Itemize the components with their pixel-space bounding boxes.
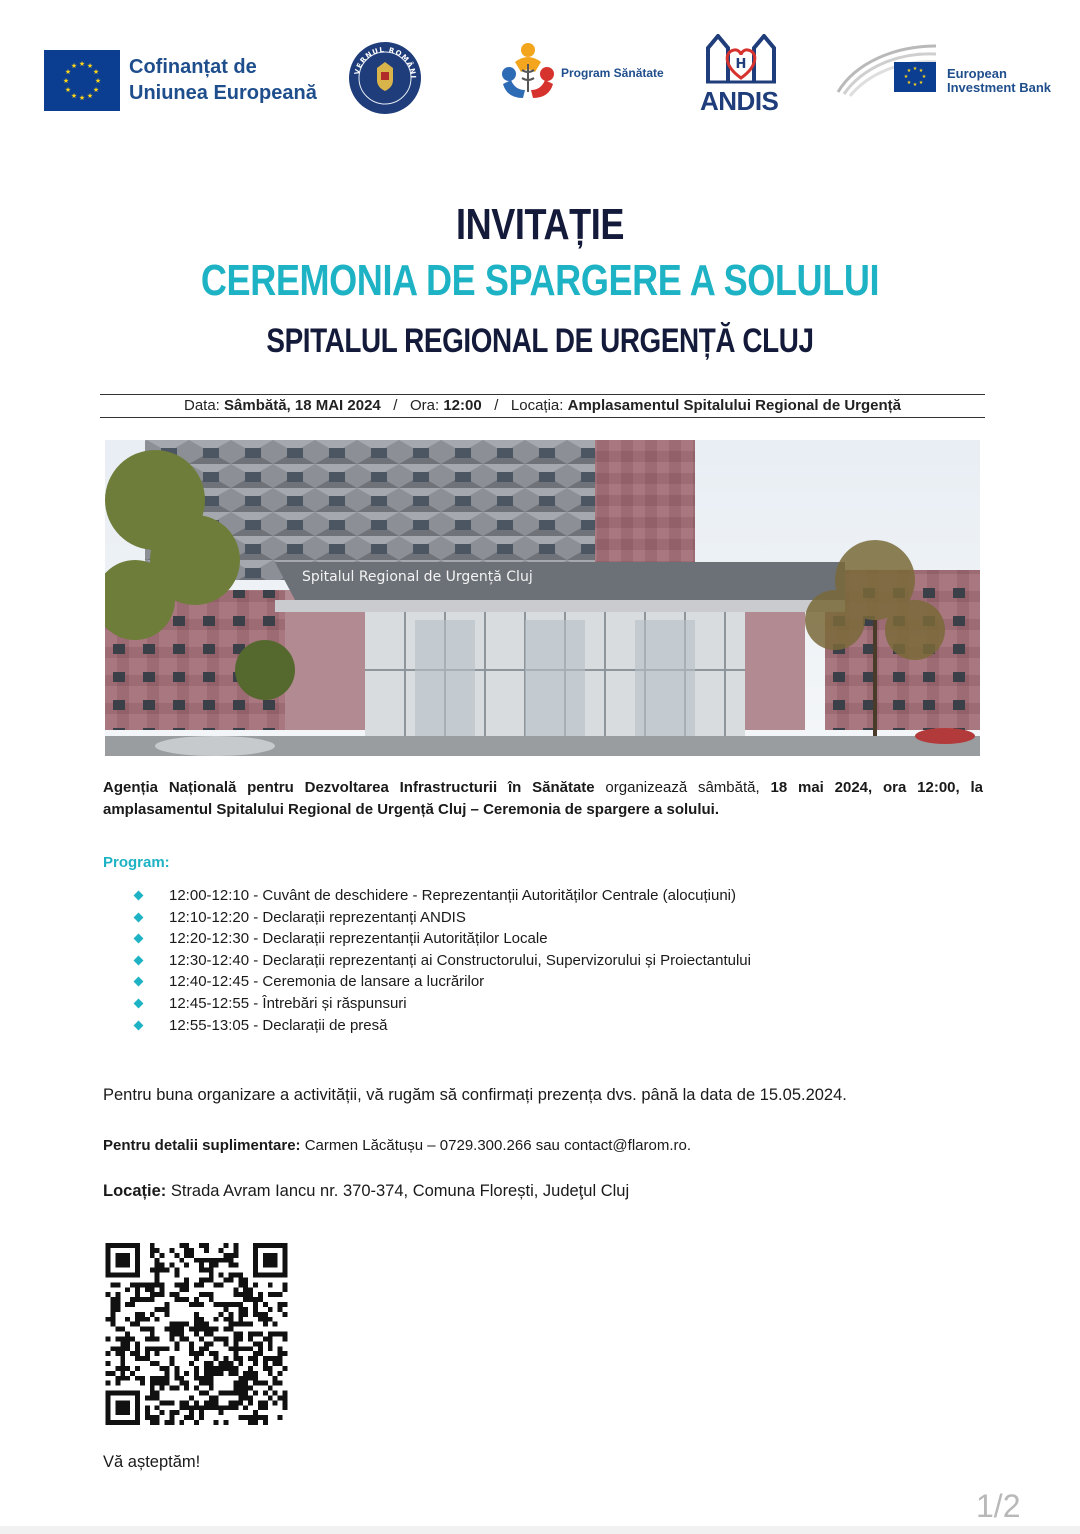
list-item <box>135 928 1015 950</box>
eib-logo <box>836 42 946 98</box>
svg-text:★: ★ <box>906 80 912 86</box>
program-item-text: 12:00-12:10 - Cuvânt de deschidere - Reprezentanții Autorităților Centrale (alocuțiuni) <box>169 887 736 904</box>
svg-text:★: ★ <box>70 93 78 100</box>
eu-flag-logo <box>44 50 120 111</box>
separator: / <box>393 397 398 414</box>
time-label: Ora: <box>409 397 440 414</box>
svg-text:★: ★ <box>912 82 918 88</box>
invitation-title: INVITAȚIE <box>455 200 625 249</box>
event-info-bar <box>100 394 985 418</box>
diamond-bullet-icon <box>134 934 144 944</box>
svg-text:★: ★ <box>78 95 86 102</box>
list-item <box>135 971 1015 993</box>
intro-text: organizează sâmbătă, <box>594 779 771 796</box>
svg-text:★: ★ <box>62 78 70 85</box>
svg-text:★: ★ <box>64 69 72 76</box>
eib-line1: European <box>947 66 1007 81</box>
details-label: Pentru detalii suplimentare: <box>103 1137 301 1154</box>
location-heading: Locație: <box>103 1182 167 1200</box>
eu-line2: Uniunea Europeană <box>129 82 317 104</box>
building-sign-text: Spitalul Regional de Urgență Cluj <box>302 569 533 585</box>
confirm-attendance-text: Pentru buna organizare a activității, vă rugăm să confirmați prezența dvs. până la data de 15.05.2024. <box>103 1086 847 1104</box>
svg-text:★: ★ <box>903 74 909 80</box>
diamond-bullet-icon <box>134 977 144 987</box>
diamond-bullet-icon <box>134 1020 144 1030</box>
svg-text:★: ★ <box>912 66 918 72</box>
svg-text:H: H <box>735 57 747 72</box>
svg-text:★: ★ <box>64 87 72 94</box>
list-item <box>135 950 1015 972</box>
location-value: Amplasamentul Spitalului Regional de Urgență <box>567 397 902 414</box>
diamond-bullet-icon <box>134 955 144 965</box>
time-value: 12:00 <box>443 397 482 414</box>
hospital-name: SPITALUL REGIONAL DE URGENȚĂ CLUJ <box>266 322 814 360</box>
andis-building-icon <box>704 34 778 84</box>
page-bottom-edge <box>0 1526 1080 1534</box>
ceremony-subtitle: CEREMONIA DE SPARGERE A SOLULUI <box>200 256 880 305</box>
details-value[interactable]: Carmen Lăcătușu – 0729.300.266 sau contact@flarom.ro. <box>300 1137 692 1154</box>
program-sanatate-text: Program Sănătate <box>561 66 664 80</box>
list-item <box>135 1015 1015 1037</box>
location-address: Strada Avram Iancu nr. 370-374, Comuna Florești, Judeţul Cluj <box>166 1182 630 1200</box>
program-item-text: 12:40-12:45 - Ceremonia de lansare a lucrărilor <box>169 973 485 991</box>
andis-text: ANDIS <box>700 86 779 116</box>
diamond-bullet-icon <box>134 999 144 1009</box>
eib-text <box>947 67 1051 95</box>
organizer-name: Agenția Națională pentru Dezvoltarea Infrastructurii în Sănătate <box>103 779 595 796</box>
date-value: Sâmbătă, 18 MAI 2024 <box>224 397 381 414</box>
event-location <box>103 1182 629 1201</box>
list-item <box>135 993 1015 1015</box>
romanian-government-seal <box>347 40 423 116</box>
program-heading: Program: <box>103 854 170 871</box>
program-item-text: 12:20-12:30 - Declarații reprezentanții Autorităților Locale <box>169 930 548 948</box>
closing-text: Vă așteptăm! <box>103 1453 201 1471</box>
page-number: 1/2 <box>976 1488 1021 1524</box>
intro-paragraph <box>103 777 983 821</box>
svg-text:★: ★ <box>92 69 100 76</box>
program-sanatate-logo <box>497 40 559 102</box>
eu-line1: Cofinanțat de <box>129 56 257 78</box>
svg-text:★: ★ <box>94 78 102 85</box>
eib-line2: Investment Bank <box>947 80 1052 95</box>
svg-text:★: ★ <box>921 74 927 80</box>
svg-text:★: ★ <box>918 68 924 74</box>
list-item <box>135 907 1015 929</box>
svg-text:★: ★ <box>92 87 100 94</box>
gov-seal-text: VERNUL ROMÂNI <box>353 45 418 80</box>
program-item-text: 12:10-12:20 - Declarații reprezentanți ANDIS <box>169 908 466 926</box>
separator: / <box>494 397 499 414</box>
diamond-bullet-icon <box>134 912 144 922</box>
svg-text:★: ★ <box>70 63 78 70</box>
svg-text:★: ★ <box>86 63 94 70</box>
svg-text:★: ★ <box>906 68 912 74</box>
qr-code[interactable] <box>105 1243 288 1425</box>
program-item-text: 12:45-12:55 - Întrebări și răspunsuri <box>169 994 407 1012</box>
date-label: Data: <box>183 397 220 414</box>
program-item-text: 12:55-13:05 - Declarații de presă <box>169 1016 388 1034</box>
program-list <box>135 885 1015 1036</box>
contact-details <box>103 1137 691 1154</box>
svg-text:★: ★ <box>78 61 86 68</box>
diamond-bullet-icon <box>134 891 144 901</box>
svg-text:★: ★ <box>918 80 924 86</box>
svg-text:★: ★ <box>86 93 94 100</box>
program-item-text: 12:30-12:40 - Declarații reprezentanți ai Constructorului, Supervizorului și Proiectantului <box>169 951 751 969</box>
hospital-rendering-image <box>105 440 980 756</box>
eu-cofinanced-text <box>129 54 317 106</box>
list-item <box>135 885 1015 907</box>
intro-when: 18 mai 2024, ora 12:00, la amplasamentul Spitalului Regional de Urgență Cluj – Ceremonia de spargere a solului. <box>103 779 983 818</box>
location-label: Locația: <box>510 397 564 414</box>
